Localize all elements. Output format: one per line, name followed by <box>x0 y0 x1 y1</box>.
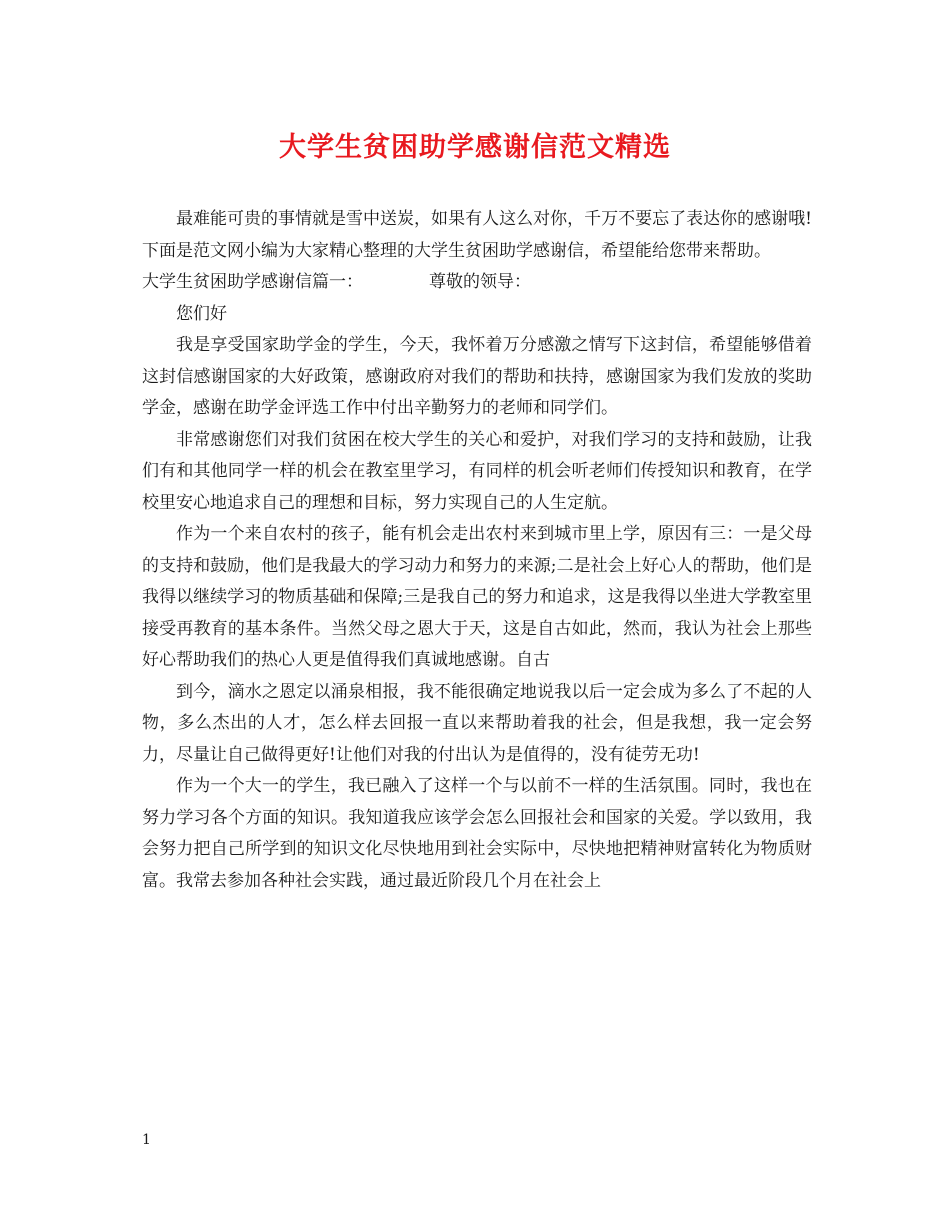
document-body <box>142 204 812 897</box>
section-heading: 大学生贫困助学感谢信篇一： <box>142 272 363 292</box>
body-paragraph-1: 我是享受国家助学金的学生，今天，我怀着万分感激之情写下这封信，希望能够借着这封信感谢国家的大好政策，感谢政府对我们的帮助和扶持，感谢国家为我们发放的奖助学金，感谢在助学金评选工作中付出辛勤努力的老师和同学们。 <box>142 335 812 418</box>
greeting: 您们好 <box>176 303 227 324</box>
salutation: 尊敬的领导： <box>429 272 531 292</box>
document-title: 大学生贫困助学感谢信范文精选 <box>279 132 671 163</box>
section-heading-line <box>142 267 812 299</box>
intro-paragraph: 最难能可贵的事情就是雪中送炭，如果有人这么对你，千万不要忘了表达你的感谢哦!下面是范文网小编为大家精心整理的大学生贫困助学感谢信，希望能给您带来帮助。 <box>142 209 812 261</box>
page-number: 1 <box>142 1132 151 1148</box>
body-paragraph-5: 作为一个大一的学生，我已融入了这样一个与以前不一样的生活氛围。同时，我也在努力学习各个方面的知识。我知道我应该学会怎么回报社会和国家的关爱。学以致用，我会努力把自己所学到的知识文化尽快地用到社会实际中，尽快地把精神财富转化为物质财富。我常去参加各种社会实践，通过最近阶段几个月在社会上 <box>142 776 812 891</box>
body-paragraph-3: 作为一个来自农村的孩子，能有机会走出农村来到城市里上学，原因有三：一是父母的支持和鼓励，他们是我最大的学习动力和努力的来源;二是社会上好心人的帮助，他们是我得以继续学习的物质基础和保障;三是我自己的努力和追求，这是我得以坐进大学教室里接受再教育的基本条件。当然父母之恩大于天，这是自古如此，然而，我认为社会上那些好心帮助我们的热心人更是值得我们真诚地感谢。自古 <box>142 524 812 670</box>
body-paragraph-2: 非常感谢您们对我们贫困在校大学生的关心和爱护，对我们学习的支持和鼓励，让我们有和其他同学一样的机会在教室里学习，有同样的机会听老师们传授知识和教育，在学校里安心地追求自己的理想和目标，努力实现自己的人生定航。 <box>142 429 812 513</box>
body-paragraph-4: 到今，滴水之恩定以涌泉相报，我不能很确定地说我以后一定会成为多么了不起的人物，多么杰出的人才，怎么样去回报一直以来帮助着我的社会，但是我想，我一定会努力，尽量让自己做得更好!让他们对我的付出认为是值得的，没有徒劳无功! <box>142 681 812 765</box>
